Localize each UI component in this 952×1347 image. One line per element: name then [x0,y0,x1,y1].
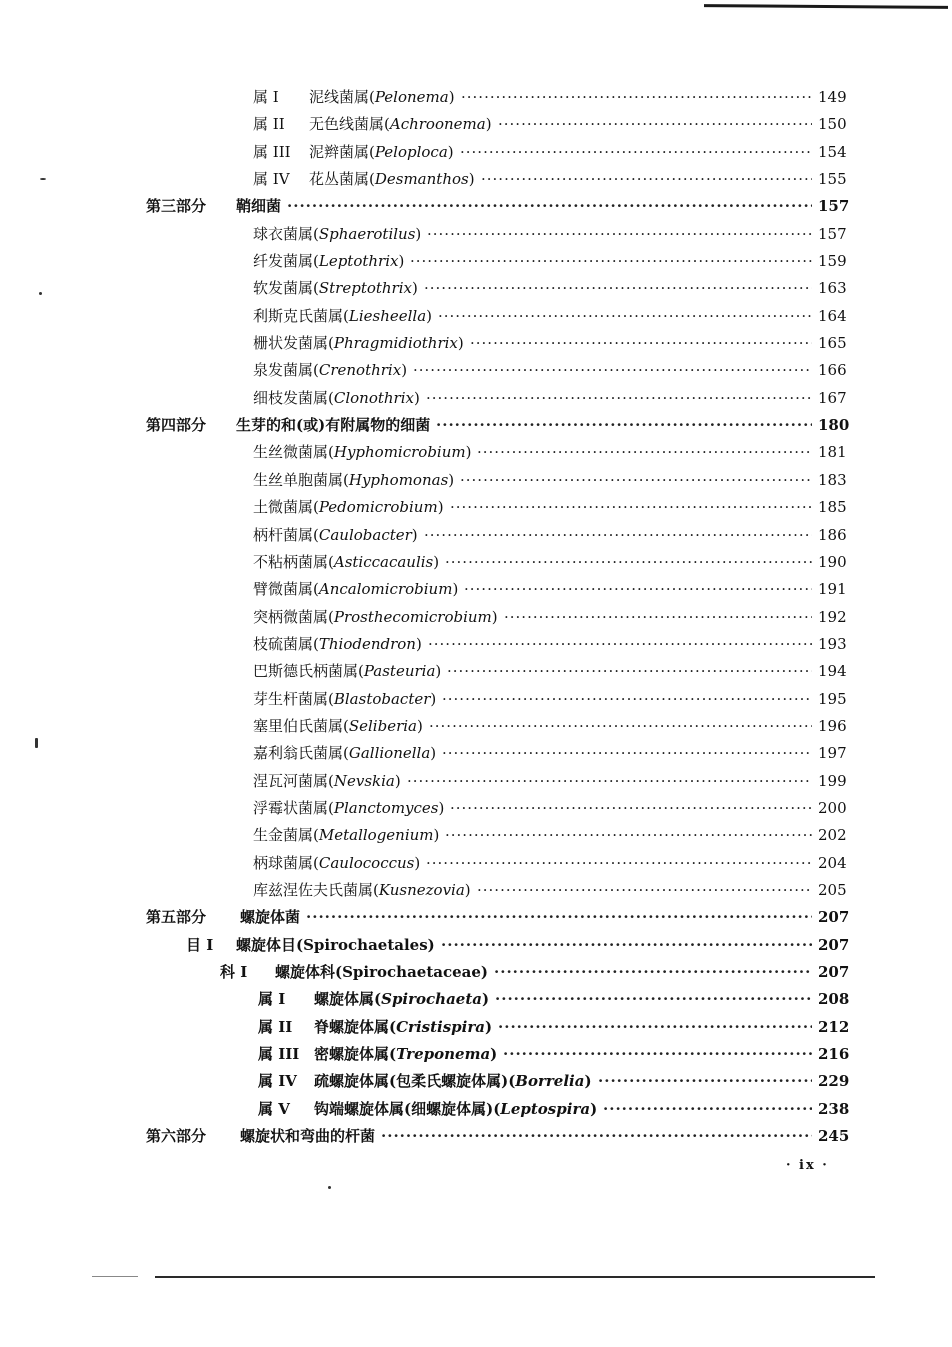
entry-title-text: 柄杆菌属( [253,525,319,544]
entry-title [236,412,430,439]
closing-paren: ) [484,1017,493,1036]
latin-name: Blastobacter [333,689,431,708]
entry-title-text: 鞘细菌 [236,197,282,216]
closing-paren: ) [415,634,422,653]
entry-title [236,932,435,959]
closing-paren: ) [417,716,423,735]
entry-title [314,1096,597,1123]
closing-paren: ) [457,334,464,353]
page-number: 195 [818,689,847,708]
toc-entry [0,740,952,767]
latin-name: Metallogenium [318,826,434,845]
entry-title-text: 嘉利翁氏菌属( [253,744,349,763]
dot-leader [381,1123,812,1150]
entry-title-text: 细枝发菌属( [253,388,334,407]
toc-entry [0,986,952,1013]
entry-title-text: 泥线菌属( [309,88,375,106]
entry-title [253,768,401,795]
toc-entry [0,357,952,384]
page-number: 163 [818,279,847,298]
latin-name: Hyphomonas [348,470,449,489]
closing-paren: ) [468,170,475,189]
entry-title-text: 突柄微菌属( [253,607,334,626]
dot-leader [460,139,812,166]
dot-leader [287,193,812,220]
latin-name: Peloploca [374,142,448,161]
closing-paren: ) [414,853,421,872]
entry-title [236,193,281,220]
page-number: 154 [818,142,847,161]
scan-speck [328,1186,331,1189]
toc-entry [0,1123,952,1150]
toc-entry [0,412,952,439]
latin-name: Planctomyces [333,798,439,817]
closing-paren: ) [584,1072,592,1091]
dot-leader [450,494,812,521]
entry-title-text: 生芽的和(或)有附属物的细菌 [236,416,431,435]
toc-entry [0,439,952,466]
closing-paren: ) [433,826,440,845]
page-number: 204 [818,853,847,872]
latin-name: Leptospira [500,1099,591,1118]
dot-leader [498,1014,812,1041]
closing-paren: ) [490,1045,498,1064]
part-label: 第四部分 [146,416,207,435]
entry-title [314,1068,592,1095]
entry-title [314,986,489,1013]
toc-entry [0,166,952,193]
dot-leader [424,522,812,549]
latin-name: Asticcacaulis [333,552,434,571]
top-rule [704,4,948,9]
latin-name: Caulobacter [318,525,412,544]
dot-leader [424,275,812,302]
entry-title-text: 花丛菌属( [309,170,375,189]
page-number: 207 [818,908,850,927]
dot-leader [441,932,812,959]
entry-title-text: 不粘柄菌属( [253,552,334,571]
dot-leader [598,1068,812,1095]
page-number: 157 [818,197,850,216]
table-of-contents [0,84,952,1150]
toc-entry [0,686,952,713]
dot-leader [477,439,812,466]
page-number: 193 [818,634,847,653]
closing-paren: ) [430,689,437,708]
bottom-rule [155,1276,875,1278]
page-number: 202 [818,826,847,845]
entry-title-text: 泥辫菌属( [309,142,375,161]
entry-title-text: 软发菌属( [253,279,319,298]
entry-title-text: 库兹涅佐夫氏菌属( [253,880,379,899]
latin-name: Hyphomicrobium [333,443,466,462]
closing-paren: ) [437,498,444,517]
closing-paren: ) [464,880,471,899]
toc-entry [0,221,952,248]
entry-title-text: 土微菌属( [253,498,319,517]
dot-leader [428,631,812,658]
page-number: 212 [818,1017,850,1036]
page-number: 200 [818,798,847,817]
page-number-footer: · ix · [786,1158,829,1173]
entry-title-text: 栅状发菌属( [253,334,334,353]
closing-paren: ) [433,552,440,571]
latin-name: Seliberia [348,716,417,735]
page-number: 216 [818,1045,850,1064]
scan-speck [39,292,42,295]
closing-paren: ) [452,580,459,599]
entry-title [253,713,423,740]
page-number: 149 [818,88,847,106]
toc-entry [0,658,952,685]
entry-title [253,275,418,302]
page-number: 185 [818,498,847,517]
dot-leader [503,1041,812,1068]
entry-title-text: 螺旋体科(Spirochaetaceae) [275,963,489,981]
page-number: 157 [818,224,847,243]
latin-name: Caulococcus [318,853,415,872]
entry-title [253,604,498,631]
rank-prefix: 属 I [253,88,279,106]
toc-entry [0,193,952,220]
closing-paren: ) [491,607,498,626]
entry-title [240,904,300,931]
page-number: 238 [818,1099,850,1118]
dot-leader [442,740,812,767]
latin-name: Gallionella [348,744,431,763]
entry-title-text: 螺旋体目(Spirochaetales) [236,935,435,954]
entry-title [253,303,432,330]
entry-title-text: 螺旋体菌 [240,908,301,927]
toc-entry [0,139,952,166]
entry-title [253,686,436,713]
closing-paren: ) [412,279,418,298]
toc-entry [0,1068,952,1095]
latin-name: Pelonema [374,88,449,106]
entry-title [253,522,418,549]
entry-title [314,1014,492,1041]
entry-title-text: 疏螺旋体属(包柔氏螺旋体属)( [314,1072,516,1091]
latin-name: Prosthecomicrobium [333,607,492,626]
page-number: 229 [818,1072,850,1091]
entry-title-text: 塞里伯氏菌属( [253,716,349,735]
rank-prefix: 属 IV [253,170,290,189]
latin-name: Achroonema [389,115,486,134]
latin-name: Leptothrix [318,252,399,271]
toc-entry [0,959,952,986]
entry-title-text: 芽生杆菌属( [253,689,334,708]
toc-entry [0,385,952,412]
closing-paren: ) [430,744,437,763]
entry-title [253,221,421,248]
closing-paren: ) [411,525,418,544]
entry-title [253,877,471,904]
dot-leader [470,330,812,357]
closing-paren: ) [482,990,490,1009]
latin-name: Clonothrix [333,388,414,407]
dot-leader [410,248,812,275]
closing-paren: ) [447,142,454,161]
rank-prefix: 属 V [258,1099,290,1118]
entry-title-text: 脊螺旋体属( [314,1017,397,1036]
page-number: 207 [818,935,850,954]
dot-leader [461,84,812,111]
dot-leader [427,221,812,248]
rank-prefix: 属 III [253,142,291,161]
toc-entry [0,877,952,904]
page-number: 155 [818,170,847,189]
latin-name: Desmanthos [374,170,469,189]
closing-paren: ) [415,224,422,243]
page-number: 208 [818,990,850,1009]
entry-title-text: 泉发菌属( [253,361,319,380]
toc-entry [0,248,952,275]
latin-name: Pasteuria [363,662,436,681]
entry-title-text: 生丝微菌属( [253,443,334,462]
toc-entry [0,604,952,631]
entry-title [253,576,458,603]
toc-entry [0,111,952,138]
entry-title [253,658,441,685]
dot-leader [464,576,812,603]
rank-prefix: 属 II [253,115,285,134]
toc-entry [0,522,952,549]
page-number: 196 [818,716,847,735]
rank-prefix: 科 I [220,963,248,981]
page-number: 183 [818,470,847,489]
latin-name: Pedomicrobium [318,498,438,517]
toc-entry [0,713,952,740]
dot-leader [603,1096,812,1123]
latin-name: Treponema [396,1045,491,1064]
entry-title-text: 利斯克氏菌属( [253,306,349,325]
entry-title [253,467,454,494]
latin-name: Streptothrix [318,279,412,298]
page-number: 165 [818,334,847,353]
page-number: 166 [818,361,847,380]
toc-entry [0,932,952,959]
part-label: 第六部分 [146,1127,207,1146]
toc-entry [0,84,952,111]
dot-leader [445,549,812,576]
entry-title-text: 臂微菌属( [253,580,319,599]
toc-entry [0,576,952,603]
latin-name: Cristispira [396,1017,485,1036]
closing-paren: ) [485,115,492,134]
latin-name: Phragmidiothrix [333,334,458,353]
toc-entry [0,303,952,330]
dot-leader [447,658,812,685]
closing-paren: ) [413,388,420,407]
page-number: 150 [818,115,847,134]
dot-leader [460,467,812,494]
closing-paren: ) [435,662,442,681]
rank-prefix: 目 I [186,935,214,954]
entry-title-text: 钩端螺旋体属(细螺旋体属)( [314,1099,501,1118]
page-number: 205 [818,880,847,899]
entry-title [253,631,422,658]
page-number: 207 [818,963,850,981]
rank-prefix: 属 II [258,1017,293,1036]
dot-leader [504,604,812,631]
closing-paren: ) [448,88,455,106]
toc-entry [0,850,952,877]
latin-name: Ancalomicrobium [318,580,453,599]
dot-leader [306,904,812,931]
closing-paren: ) [590,1099,598,1118]
closing-paren: ) [465,443,472,462]
part-label: 第五部分 [146,908,207,927]
entry-title [314,1041,497,1068]
page-number: 159 [818,252,847,271]
entry-title [253,439,471,466]
entry-title [253,248,404,275]
dot-leader [429,713,812,740]
toc-entry [0,1096,952,1123]
closing-paren: ) [448,470,455,489]
entry-title-text: 枝硫菌属( [253,634,319,653]
dot-leader [445,822,812,849]
page-number: 245 [818,1127,850,1146]
rank-prefix: 属 III [258,1045,300,1064]
toc-entry [0,1041,952,1068]
closing-paren: ) [426,306,433,325]
entry-title [240,1123,375,1150]
latin-name: Spirochaeta [381,990,482,1009]
latin-name: Borrelia [515,1072,585,1091]
page-number: 167 [818,388,847,407]
toc-entry [0,1014,952,1041]
entry-title-text: 生金菌属( [253,826,319,845]
toc-entry [0,467,952,494]
entry-title [253,494,444,521]
entry-title [275,959,488,986]
dot-leader [426,385,812,412]
entry-title [253,850,420,877]
entry-title [253,549,439,576]
entry-title [309,166,475,193]
bottom-rule-fragment [92,1276,138,1277]
page-number: 180 [818,416,850,435]
page-number: 181 [818,443,847,462]
entry-title [253,357,407,384]
entry-title-text: 柄球菌属( [253,853,319,872]
dot-leader [426,850,812,877]
scan-speck [40,178,46,180]
rank-prefix: 属 IV [258,1072,297,1091]
page-number: 197 [818,744,847,763]
page-number: 192 [818,607,847,626]
entry-title-text: 巴斯德氏柄菌属( [253,662,364,681]
closing-paren: ) [401,361,408,380]
rank-prefix: 属 I [258,990,286,1009]
entry-title-text: 密螺旋体属( [314,1045,397,1064]
entry-title-text: 生丝单胞菌属( [253,470,349,489]
toc-entry [0,768,952,795]
toc-entry [0,549,952,576]
dot-leader [481,166,812,193]
page-number: 191 [818,580,847,599]
dot-leader [407,768,812,795]
scan-speck [35,738,38,748]
entry-title [309,84,455,111]
toc-entry [0,275,952,302]
dot-leader [450,795,812,822]
dot-leader [495,986,812,1013]
entry-title [253,385,420,412]
page-number: 186 [818,525,847,544]
dot-leader [438,303,812,330]
dot-leader [494,959,812,986]
latin-name: Kusnezovia [378,880,465,899]
toc-entry [0,904,952,931]
toc-entry [0,795,952,822]
dot-leader [498,111,812,138]
entry-title-text: 球衣菌属( [253,224,319,243]
entry-title [253,795,444,822]
latin-name: Thiodendron [318,634,416,653]
entry-title-text: 涅瓦河菌属( [253,771,334,790]
closing-paren: ) [394,771,401,790]
entry-title [253,330,464,357]
page-number: 199 [818,771,847,790]
entry-title-text: 无色线菌属( [309,115,390,134]
entry-title-text: 浮霉状菌属( [253,798,334,817]
toc-entry [0,822,952,849]
toc-entry [0,330,952,357]
latin-name: Nevskia [333,771,395,790]
entry-title-text: 螺旋状和弯曲的杆菌 [240,1127,376,1146]
toc-entry [0,494,952,521]
entry-title-text: 螺旋体属( [314,990,382,1009]
toc-entry [0,631,952,658]
dot-leader [413,357,812,384]
closing-paren: ) [438,798,445,817]
entry-title [309,139,454,166]
entry-title [253,822,439,849]
dot-leader [477,877,812,904]
part-label: 第三部分 [146,197,207,216]
page-number: 194 [818,662,847,681]
latin-name: Crenothrix [318,361,402,380]
page-number: 164 [818,306,847,325]
page-number: 190 [818,552,847,571]
latin-name: Sphaerotilus [318,224,416,243]
dot-leader [436,412,812,439]
entry-title [309,111,492,138]
dot-leader [442,686,812,713]
closing-paren: ) [398,252,405,271]
entry-title-text: 纤发菌属( [253,252,319,271]
latin-name: Liesheella [348,306,427,325]
entry-title [253,740,436,767]
